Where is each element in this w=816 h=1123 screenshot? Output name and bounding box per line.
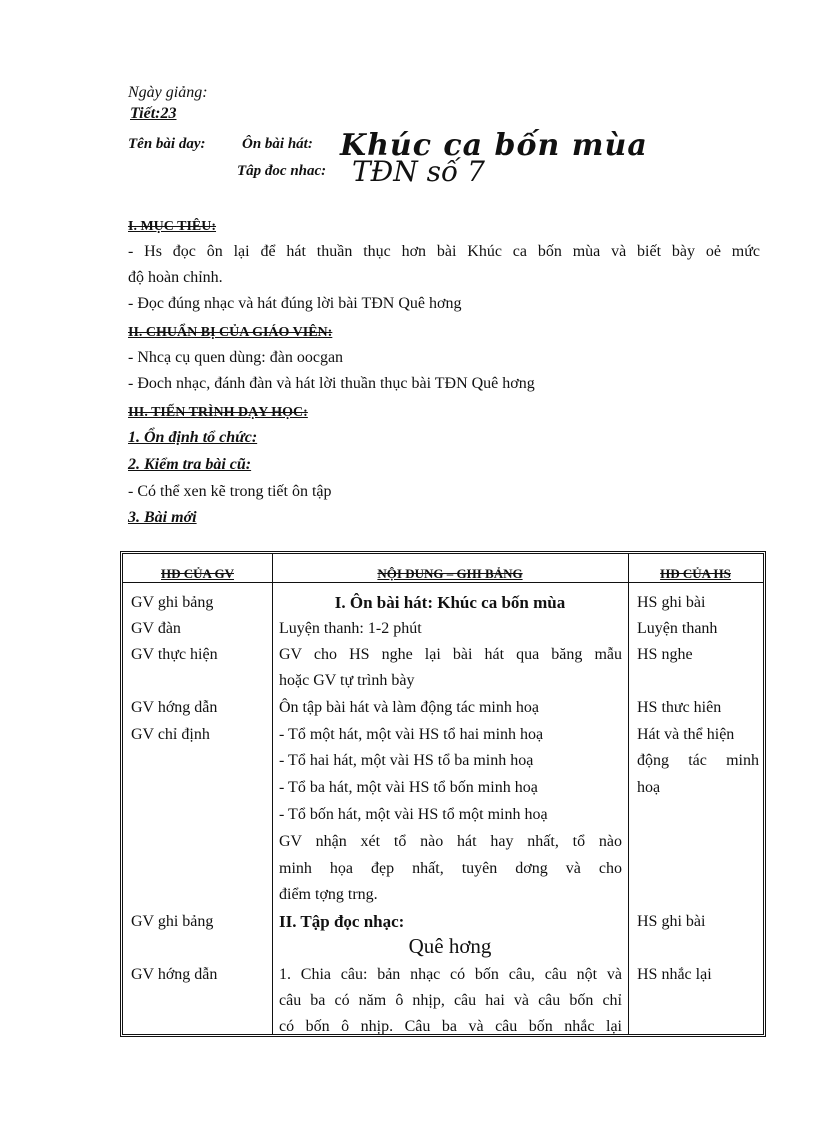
header-content: NỘI DUNG – GHI BẢNG (377, 566, 523, 581)
lesson-review-label: Ôn bài hát: (242, 136, 313, 152)
content-line: điểm tợng trng. (279, 886, 378, 903)
lesson-name-label: Tên bài day: (128, 136, 206, 152)
teacher-cell: GV đàn (131, 620, 181, 637)
content-line: - Tổ một hát, một vài HS tổ hai minh hoạ (279, 726, 544, 743)
student-cell: HS nghe (637, 646, 693, 663)
content-heading-review: I. Ôn bài hát: Khúc ca bốn mùa (334, 593, 566, 612)
objective-line-1: - Hs đọc ôn lại để hát thuần thục hơn bài Khúc ca bốn mùa và biết bày oẻ mức (128, 243, 760, 260)
lesson-number: Tiết:23 (130, 105, 177, 122)
objective-line-2: độ hoàn chỉnh. (128, 269, 223, 286)
teacher-cell: GV ghi bảng (131, 913, 214, 930)
teacher-cell: GV chỉ định (131, 726, 210, 743)
teaching-date-label: Ngày giảng: (128, 84, 208, 101)
content-line: 1. Chia câu: bản nhạc có bốn câu, câu nột và (279, 966, 622, 983)
subsection-organization: 1. Ổn định tổ chức: (128, 429, 258, 446)
column-divider (628, 554, 629, 1034)
lesson-table (120, 551, 766, 1037)
content-song-title: Quê hơng (408, 934, 492, 958)
preparation-line-2: - Đoch nhạc, đánh đàn và hát lời thuần thục bài TĐN Quê hơng (128, 375, 535, 392)
content-line: minh họa đẹp nhất, tuyên dơng và cho (279, 860, 622, 877)
content-line: - Tổ bốn hát, một vài HS tổ một minh hoạ (279, 806, 548, 823)
tdn-title: TĐN số 7 (352, 155, 485, 188)
content-line: GV cho HS nghe lại bài hát qua băng mẫu (279, 646, 622, 663)
content-line: có bốn ô nhịp. Câu ba và câu bốn nhắc lại (279, 1018, 622, 1035)
preparation-line-1: - Nhcạ cụ quen dùng: đàn oocgan (128, 349, 344, 366)
student-cell: hoạ (637, 779, 661, 796)
content-line: câu ba có năm ô nhịp, câu hai và câu bốn chỉ (279, 992, 622, 1009)
column-divider (272, 554, 273, 1034)
song-title: Khúc ca bốn mùa (340, 128, 648, 163)
student-cell: Hát và thể hiện (637, 726, 735, 743)
student-cell: Luyện thanh (637, 620, 718, 637)
content-line: hoặc GV tự trình bày (279, 672, 415, 689)
student-cell: động tác minh (637, 752, 759, 769)
teacher-cell: GV ghi bảng (131, 594, 214, 611)
teacher-cell: GV thực hiện (131, 646, 218, 663)
teacher-cell: GV hớng dẫn (131, 966, 218, 983)
content-line: Luyện thanh: 1-2 phút (279, 620, 422, 637)
section-objectives-heading: I. MỤC TIÊU: (128, 219, 217, 234)
content-line: - Tổ ba hát, một vài HS tổ bốn minh hoạ (279, 779, 538, 796)
subsection-check-old-lesson: 2. Kiểm tra bài cũ: (128, 456, 252, 473)
header-student-activity: HĐ CỦA HS (660, 566, 731, 581)
student-cell: HS thưc hiên (637, 699, 722, 716)
header-teacher-activity: HĐ CỦA GV (161, 566, 234, 581)
student-cell: HS ghi bài (637, 913, 706, 930)
teacher-cell: GV hớng dẫn (131, 699, 218, 716)
section-preparation-heading: II. CHUẨN BỊ CỦA GIÁO VIÊN: (128, 325, 333, 340)
content-heading-reading: II. Tập đọc nhạc: (279, 912, 405, 931)
objective-line-3: - Đọc đúng nhạc và hát đúng lời bài TĐN Quê hơng (128, 295, 462, 312)
section-process-heading: III. TIẾN TRÌNH DẠY HỌC: (128, 405, 308, 420)
student-cell: HS ghi bài (637, 594, 706, 611)
content-line: GV nhận xét tổ nào hát hay nhất, tổ nào (279, 833, 622, 850)
reading-label: Tâp đoc nhac: (237, 163, 327, 179)
student-cell: HS nhắc lại (637, 966, 712, 983)
subsection-new-lesson: 3. Bài mới (128, 509, 197, 526)
content-line: Ôn tập bài hát và làm động tác minh hoạ (279, 699, 539, 716)
header-divider (123, 582, 763, 583)
check-old-lesson-line: - Có thể xen kẽ trong tiết ôn tập (128, 483, 332, 500)
content-line: - Tổ hai hát, một vài HS tổ ba minh hoạ (279, 752, 534, 769)
